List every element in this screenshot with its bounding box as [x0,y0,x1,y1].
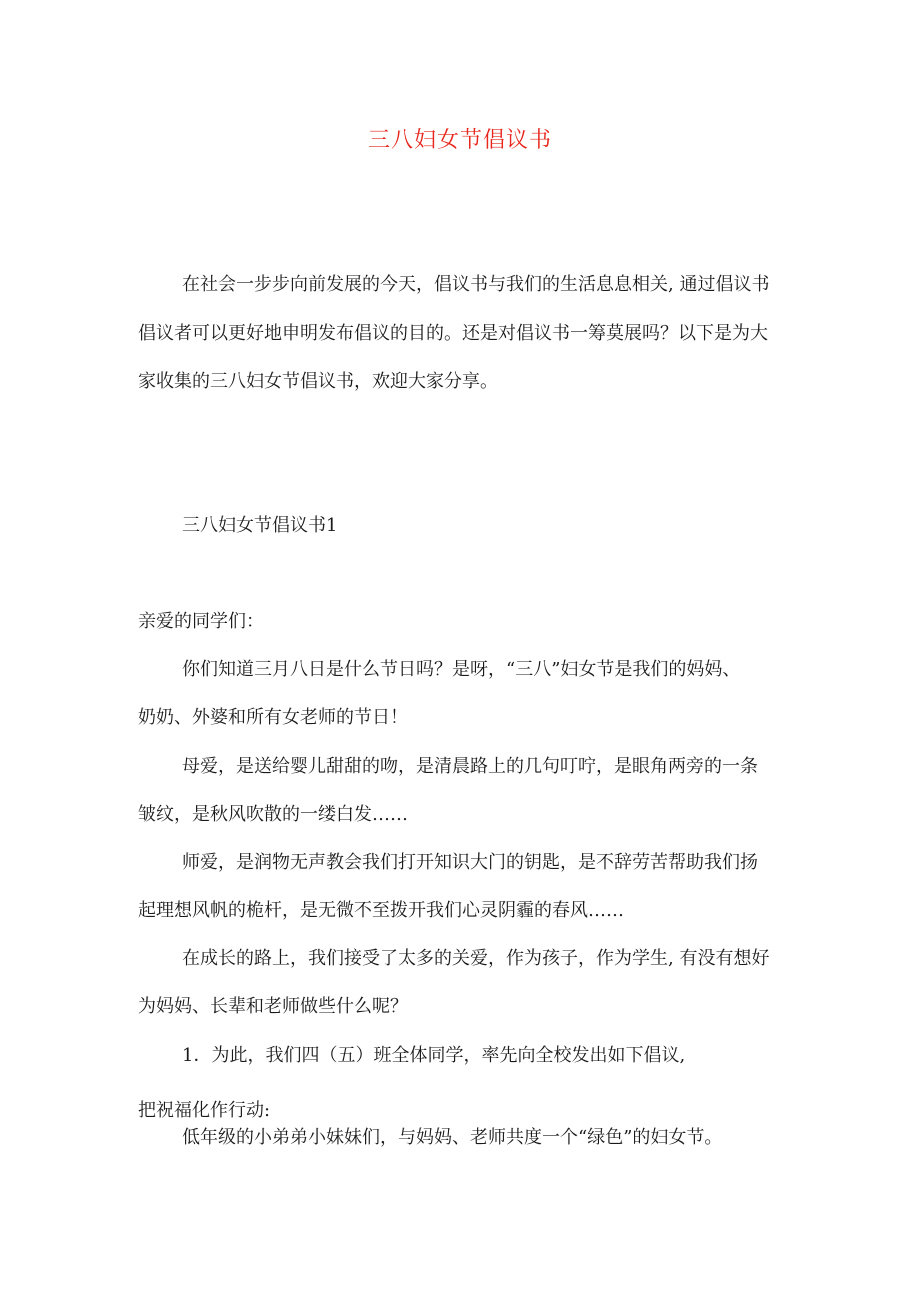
paragraph-line: 师爱，是润物无声教会我们打开知识大门的钥匙，是不辞劳苦帮助我们扬 [182,852,758,873]
paragraph-line: 低年级的小弟弟小妹妹们，与妈妈、老师共度一个“绿色”的妇女节。 [182,1127,723,1148]
intro-line-2: 倡议者可以更好地申明发布倡议的目的。还是对倡议书一筹莫展吗？以下是为大 [138,323,768,344]
section-heading: 三八妇女节倡议书1 [182,515,338,536]
paragraph-line: 把祝福化作行动: [138,1100,271,1121]
paragraph-line: 你们知道三月八日是什么节日吗？是呀，“三八”妇女节是我们的妈妈、 [182,659,741,680]
paragraph-line: 在成长的路上，我们接受了太多的关爱，作为孩子，作为学生, 有没有想好 [182,948,770,969]
paragraph-line: 起理想风帆的桅杆，是无微不至拨开我们心灵阴霾的春风…… [138,900,624,921]
paragraph-line: 奶奶、外婆和所有女老师的节日！ [138,707,408,728]
paragraph-line: 皱纹，是秋风吹散的一缕白发…… [138,804,408,825]
page-title: 三八妇女节倡议书 [367,128,552,153]
paragraph-line: 母爱，是送给婴儿甜甜的吻，是清晨路上的几句叮咛，是眼角两旁的一条 [182,756,758,777]
intro-line-3: 家收集的三八妇女节倡议书，欢迎大家分享。 [138,371,498,392]
salutation: 亲爱的同学们： [138,611,264,632]
list-item-1: 1．为此，我们四（五）班全体同学，率先向全校发出如下倡议, [182,1045,686,1066]
paragraph-line: 为妈妈、长辈和老师做些什么呢？ [138,996,408,1017]
intro-line-1: 在社会一步步向前发展的今天，倡议书与我们的生活息息相关, 通过倡议书 [182,274,770,295]
